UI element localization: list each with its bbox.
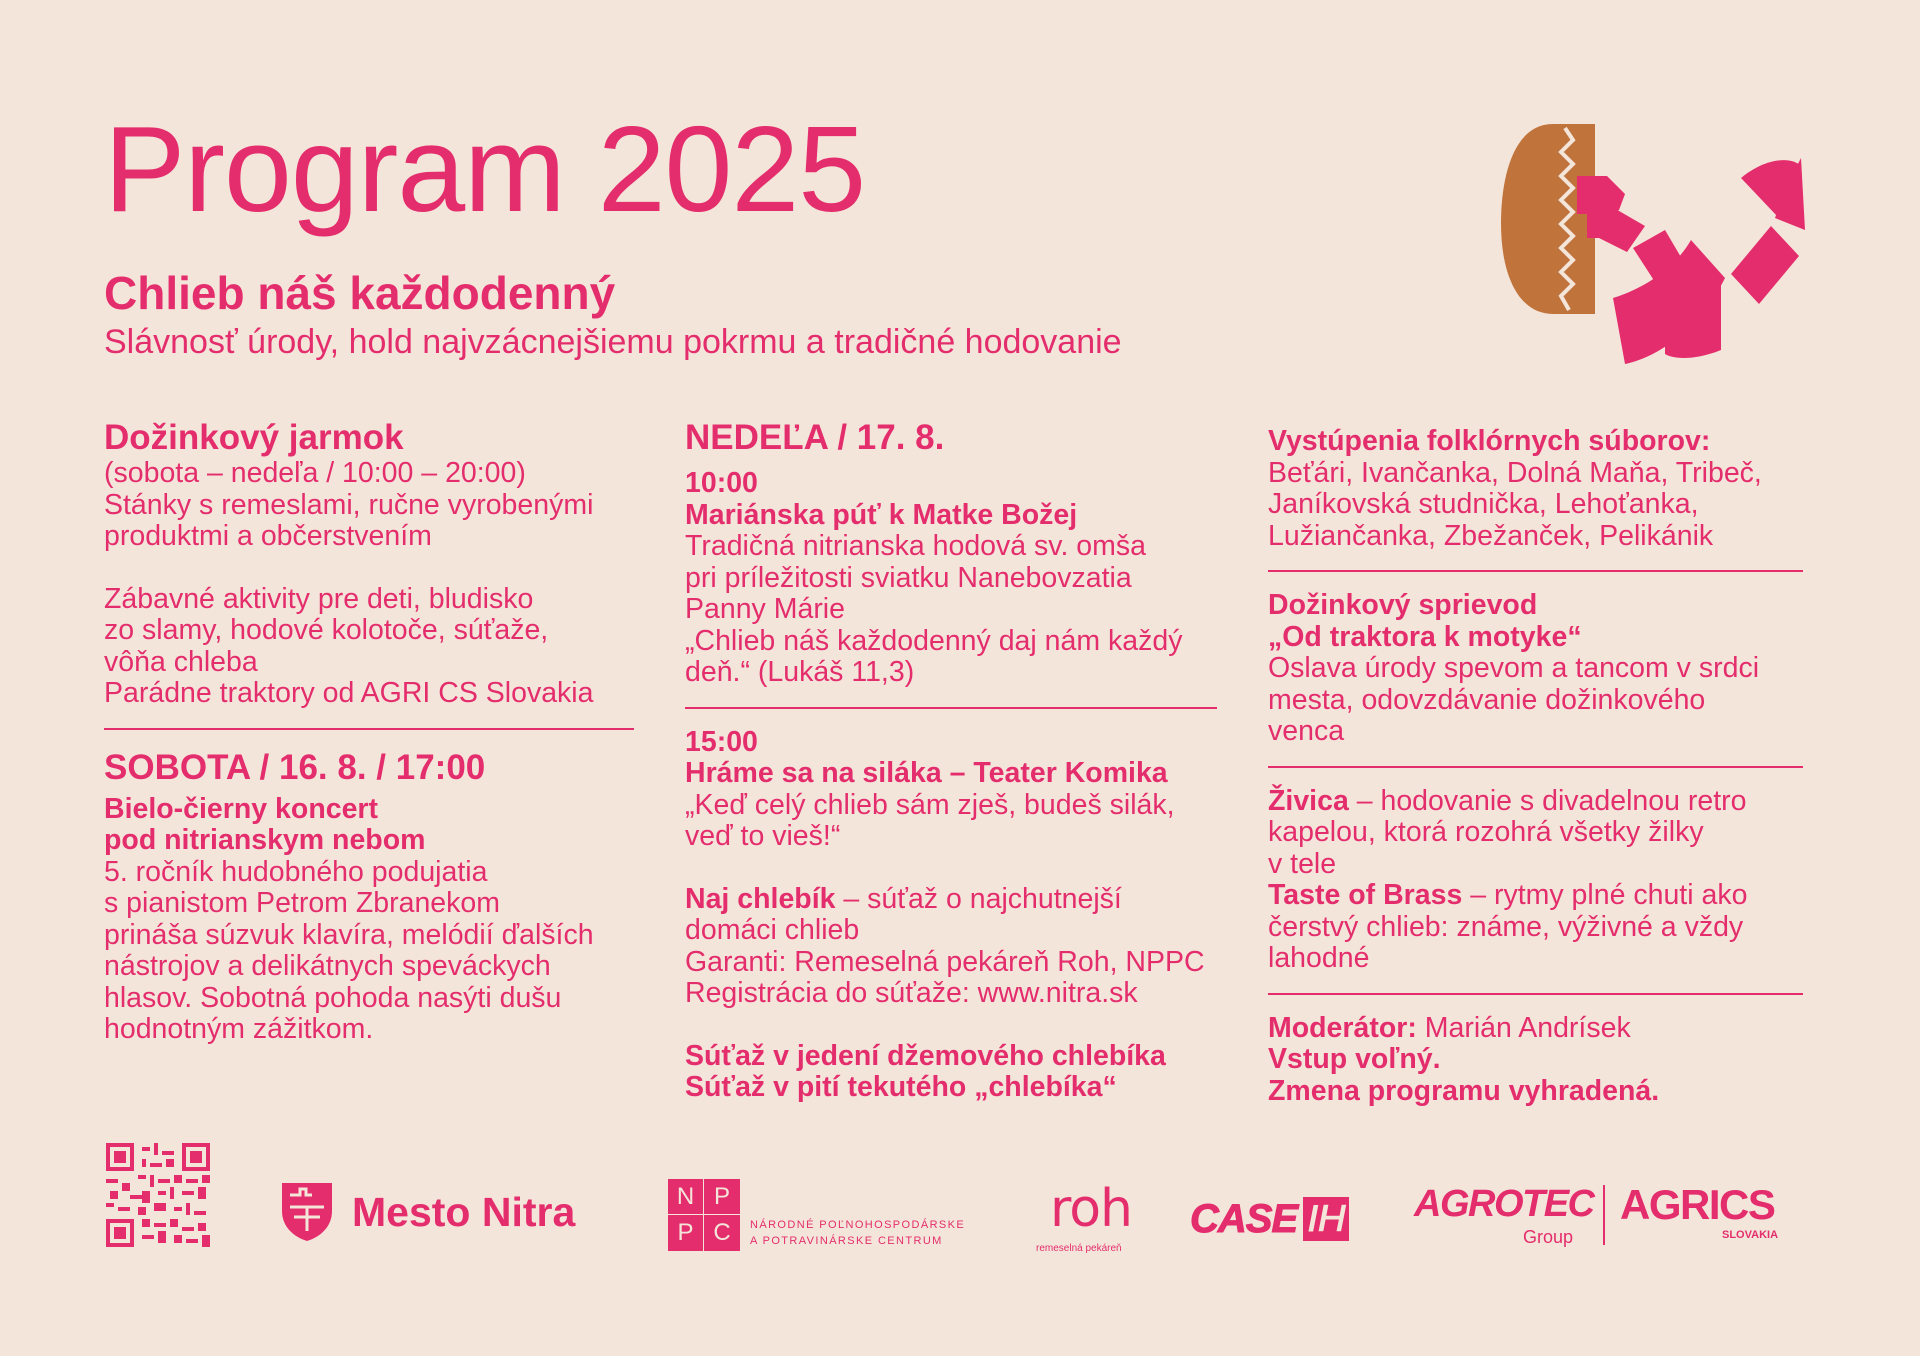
agrics-logo: AGRICS (1620, 1181, 1775, 1228)
brass-line: čerstvý chlieb: známe, výživné a vždy (1268, 910, 1744, 943)
zivica-name: Živica (1268, 784, 1349, 817)
event-tagline: Slávnosť úrody, hold najvzácnejšiemu pokrmu a tradičné hodovanie (104, 323, 1122, 361)
jarmok-desc-line: produktmi a občerstvením (104, 520, 432, 552)
concert-desc-line: hlasov. Sobotná pohoda nasýti dušu (104, 981, 562, 1014)
nppc-letter: P (704, 1179, 740, 1215)
agrics-subtitle: SLOVAKIA (1722, 1229, 1779, 1241)
divider (1268, 993, 1803, 995)
folk-title: Vystúpenia folklórnych súborov: (1268, 425, 1711, 457)
parade-desc-line: venca (1268, 715, 1345, 747)
sunday-title: NEDEĽA / 17. 8. (685, 418, 945, 457)
change-info: Zmena programu vyhradená. (1268, 1074, 1660, 1107)
contest-title (685, 884, 1225, 916)
folk-line: Beťári, Ivančanka, Dolná Maňa, Tribeč, (1268, 456, 1762, 489)
page-title: Program 2025 (104, 101, 866, 237)
parade-title-line: Dožinkový sprievod (1268, 589, 1538, 621)
zivica-line (1268, 786, 1808, 818)
divider (685, 707, 1217, 709)
roh-logo: roh (1050, 1179, 1133, 1239)
contest-name-rest: – súťaž o najchutnejší (835, 882, 1122, 915)
folk-line: Lužiančanka, Zbežanček, Pelikánik (1268, 519, 1714, 552)
zivica-line: v tele (1268, 847, 1337, 880)
event-desc-line: „Keď celý chlieb sám zješ, budeš silák, (685, 788, 1175, 821)
parade-title-line: „Od traktora k motyke“ (1268, 620, 1582, 653)
concert-desc-line: hodnotným zážitkom. (104, 1013, 374, 1045)
brass-rest: – rytmy plné chuti ako (1462, 879, 1748, 911)
event-desc-line: „Chlieb náš každodenný daj nám každý (685, 624, 1183, 657)
contest-name: Naj chlebík (685, 882, 836, 915)
nppc-logo (668, 1179, 740, 1251)
saturday-title: SOBOTA / 16. 8. / 17:00 (104, 747, 486, 787)
brass-line (1268, 880, 1808, 912)
brass-line: lahodné (1268, 942, 1370, 974)
logo-divider (1603, 1185, 1605, 1245)
agrotec-subtitle: Group (1523, 1227, 1574, 1247)
activities-line: zo slamy, hodové kolotoče, súťaže, (104, 614, 549, 646)
contest-line: Garanti: Remeselná pekáreň Roh, NPPC (685, 945, 1205, 978)
case-text: CASE (1190, 1197, 1298, 1241)
folk-line: Janíkovská studnička, Lehoťanka, (1268, 488, 1699, 520)
concert-title-line: pod nitrianskym nebom (104, 824, 426, 856)
nppc-letter: C (704, 1215, 740, 1251)
moderator-label: Moderátor: (1268, 1011, 1417, 1044)
roh-subtitle: remeselná pekáreň (1036, 1243, 1122, 1254)
column-left (104, 418, 644, 1046)
zivica-line: kapelou, ktorá rozohrá všetky žilky (1268, 816, 1704, 848)
footer-logos (0, 1135, 1920, 1275)
festival-logo-icon (1495, 118, 1807, 368)
mesto-nitra-crest-icon (280, 1181, 334, 1243)
event-desc-line: deň.“ (Lukáš 11,3) (685, 656, 915, 688)
column-right (1268, 426, 1808, 1107)
concert-desc-line: nástrojov a delikátnych speváckych (104, 950, 551, 982)
event-desc-line: Tradičná nitrianska hodová sv. omša (685, 530, 1146, 562)
concert-desc-line: 5. ročník hudobného podujatia (104, 855, 488, 888)
concert-desc-line: s pianistom Petrom Zbranekom (104, 887, 500, 919)
case-ih-logo (1190, 1197, 1349, 1242)
nppc-name-line: NÁRODNÉ POĽNOHOSPODÁRSKE (750, 1219, 966, 1231)
concert-desc-line: prináša súzvuk klavíra, melódií ďalších (104, 918, 594, 951)
moderator-line (1268, 1013, 1808, 1045)
activities-line: Parádne traktory od AGRI CS Slovakia (104, 677, 594, 709)
nppc-name-line: A POTRAVINÁRSKE CENTRUM (750, 1235, 943, 1247)
agrotec-logo: AGROTEC (1414, 1183, 1594, 1225)
parade-desc-line: Oslava úrody spevom a tancom v srdci (1268, 652, 1760, 684)
divider (1268, 766, 1803, 768)
jarmok-desc-line: Stánky s remeslami, ručne vyrobenými (104, 488, 594, 521)
event-title: Hráme sa na siláka – Teater Komika (685, 757, 1168, 789)
activities-line: Zábavné aktivity pre deti, bludisko (104, 582, 534, 615)
event-time: 10:00 (685, 467, 758, 499)
qr-code-icon[interactable] (106, 1143, 210, 1247)
nppc-letter: P (668, 1215, 704, 1251)
jarmok-title: Dožinkový jarmok (104, 418, 404, 457)
event-desc-line: veď to vieš!“ (685, 820, 841, 852)
entry-info: Vstup voľný. (1268, 1043, 1441, 1075)
parade-desc-line: mesta, odovzdávanie dožinkového (1268, 683, 1706, 716)
divider (1268, 570, 1803, 572)
concert-title-line: Bielo-čierny koncert (104, 792, 379, 825)
mesto-nitra-logo: Mesto Nitra (352, 1189, 576, 1235)
activities-line: vôňa chleba (104, 645, 258, 678)
extra-contest: Súťaž v pití tekutého „chlebíka“ (685, 1071, 1117, 1103)
moderator-name: Marián Andrísek (1416, 1011, 1631, 1044)
event-subtitle: Chlieb náš každodenný (104, 267, 616, 319)
event-desc-line: pri príležitosti sviatku Nanebovzatia (685, 561, 1132, 594)
event-time: 15:00 (685, 725, 758, 758)
event-title: Mariánska púť k Matke Božej (685, 498, 1078, 531)
extra-contest: Súťaž v jedení džemového chlebíka (685, 1039, 1166, 1072)
contest-line: Registrácia do súťaže: www.nitra.sk (685, 977, 1138, 1009)
contest-line: domáci chlieb (685, 914, 860, 946)
zivica-rest: – hodovanie s divadelnou retro (1348, 784, 1747, 817)
column-middle (685, 418, 1225, 1104)
event-desc-line: Panny Márie (685, 593, 845, 625)
jarmok-time: (sobota – nedeľa / 10:00 – 20:00) (104, 457, 526, 489)
divider (104, 728, 634, 730)
ih-text: IH (1303, 1197, 1349, 1241)
nppc-letter: N (668, 1179, 704, 1215)
brass-name: Taste of Brass (1268, 879, 1463, 911)
